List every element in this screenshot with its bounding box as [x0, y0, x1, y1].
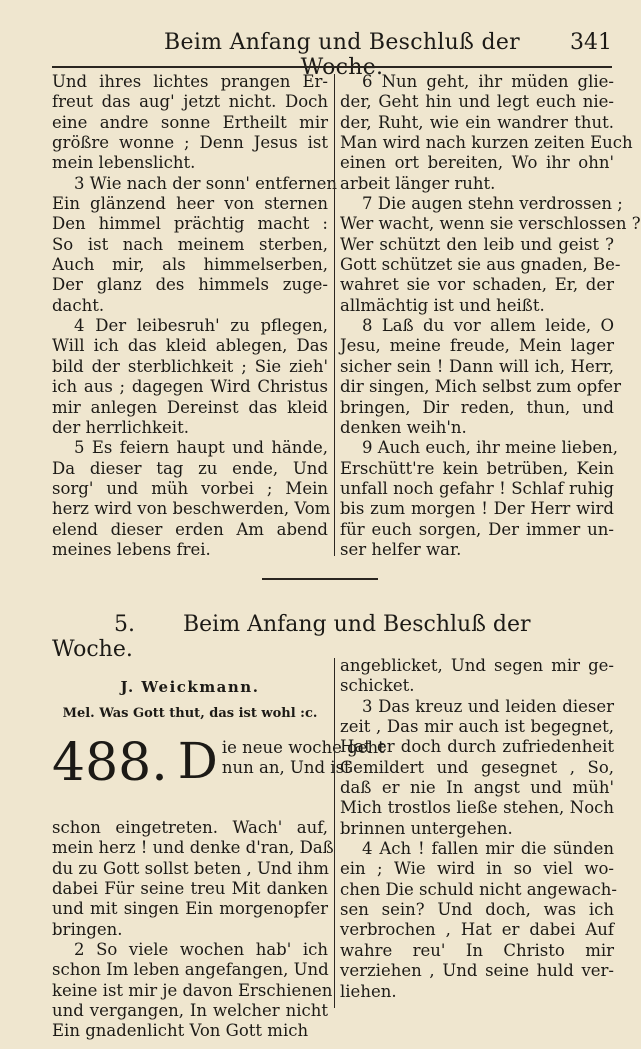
- text-line: 3 Das kreuz und leiden dieser: [362, 696, 614, 716]
- text-line: ie neue woche geht: [221, 738, 385, 757]
- text-line: 9 Auch euch, ihr meine lieben,: [362, 438, 619, 458]
- text-line: herz wird von beschwerden, Vom: [52, 499, 331, 519]
- text-line: zeit , Das mir auch ist begegnet,: [340, 717, 614, 737]
- text-line: Gemildert und gesegnet , So,: [340, 757, 614, 777]
- text-line: der, Ruht, wie ein wandrer thut.: [340, 112, 614, 132]
- text-line: freut das aug' jetzt nicht. Doch: [52, 92, 328, 112]
- text-line: keine ist mir je davon Erschienen: [52, 980, 333, 1000]
- text-line: ein ; Wie wird in so viel wo-: [340, 859, 614, 879]
- running-header: [52, 28, 612, 80]
- column-divider-bottom: [334, 658, 335, 1008]
- text-line: Gott schützet sie aus gnaden, Be-: [340, 255, 621, 275]
- text-line: 4 Ach ! fallen mir die sünden: [362, 839, 614, 859]
- text-line: daß er nie In angst und müh': [340, 778, 614, 798]
- text-line: der herrlichkeit.: [52, 417, 189, 437]
- header-rule: [52, 66, 612, 68]
- text-line: Will ich das kleid ablegen, Das: [52, 336, 328, 356]
- text-line: größre wonne ; Denn Jesus ist: [52, 133, 328, 153]
- text-line: chen Die schuld nicht angewach-: [340, 879, 617, 899]
- text-line: 5 Es feiern haupt und hände,: [74, 438, 328, 458]
- text-line: wahret sie vor schaden, Er, der: [340, 275, 614, 295]
- text-line: und mit singen Ein morgenopfer: [52, 899, 328, 919]
- section-separator-rule: [262, 578, 378, 580]
- text-line: Wer wacht, wenn sie verschlossen ?: [340, 214, 641, 234]
- text-line: 3 Wie nach der sonn' entfernen: [74, 173, 337, 193]
- text-line: 8 Laß du vor allem leide, O: [362, 316, 614, 336]
- text-line: sen sein? Und doch, was ich: [340, 900, 614, 920]
- text-line: dir singen, Mich selbst zum opfer: [340, 377, 621, 397]
- top-left-column: [52, 72, 337, 560]
- text-line: verziehen , Und seine huld ver-: [340, 961, 614, 981]
- section-heading: [52, 612, 612, 662]
- text-line: Erschütt're kein betrüben, Kein: [340, 458, 614, 478]
- text-line: wahre reu' In Christo mir: [340, 940, 614, 960]
- text-line: Ein gnadenlicht Von Gott mich: [52, 1021, 309, 1041]
- text-line: Wer schützt den leib und geist ?: [340, 234, 614, 254]
- running-title: Beim Anfang und Beschluß der Woche.: [164, 30, 520, 80]
- text-line: Der glanz des himmels zuge-: [52, 275, 328, 295]
- top-right-column: [340, 72, 641, 560]
- text-line: bringen, Dir reden, thun, und: [340, 397, 614, 417]
- text-line: und vergangen, In welcher nicht: [52, 1001, 328, 1021]
- text-line: 4 Der leibesruh' zu pflegen,: [74, 316, 328, 336]
- page-number: 341: [570, 30, 612, 55]
- text-line: sicher sein ! Dann will ich, Herr,: [340, 356, 614, 376]
- bottom-right-column: [340, 656, 617, 1002]
- text-line: Auch mir, als himmelserben,: [52, 255, 328, 275]
- section-number: 5.: [114, 612, 135, 637]
- text-line: So ist nach meinem sterben,: [52, 234, 328, 254]
- text-line: für euch sorgen, Der immer un-: [340, 519, 614, 539]
- text-line: eine andre sonne Ertheilt mir: [52, 112, 328, 132]
- text-line: 6 Nun geht, ihr müden glie-: [362, 72, 614, 91]
- text-line: einen ort bereiten, Wo ihr ohn': [340, 153, 614, 173]
- text-line: brinnen untergehen.: [340, 818, 513, 838]
- text-line: Mich trostlos ließe stehen, Noch: [340, 798, 614, 818]
- text-line: allmächtig ist und heißt.: [340, 295, 545, 315]
- text-line: dacht.: [52, 295, 105, 315]
- text-line: Hat er doch durch zufriedenheit: [340, 737, 614, 757]
- text-line: mein lebenslicht.: [52, 153, 196, 173]
- drop-cap: D: [177, 732, 218, 790]
- text-line: arbeit länger ruht.: [340, 173, 496, 193]
- text-line: bis zum morgen ! Der Herr wird: [340, 499, 614, 519]
- hymn-number: 488.: [52, 733, 168, 793]
- text-line: bild der sterblichkeit ; Sie zieh': [52, 356, 328, 376]
- text-line: angeblicket, Und segen mir ge-: [340, 656, 614, 675]
- text-line: dabei Für seine treu Mit danken: [52, 879, 328, 899]
- text-line: Und ihres lichtes prangen Er-: [52, 72, 328, 91]
- text-line: meines lebens frei.: [52, 539, 211, 559]
- text-line: schicket.: [340, 676, 415, 696]
- text-line: du zu Gott sollst beten , Und ihm: [52, 858, 329, 878]
- text-line: Da dieser tag zu ende, Und: [52, 458, 328, 478]
- text-line: mir anlegen Dereinst das kleid: [52, 397, 328, 417]
- text-line: mein herz ! und denke d'ran, Daß: [52, 838, 334, 858]
- text-line: sorg' und müh vorbei ; Mein: [52, 478, 328, 498]
- column-divider-top: [334, 74, 335, 556]
- text-line: liehen.: [340, 981, 397, 1001]
- hymn-author: J. Weickmann.: [120, 678, 260, 696]
- text-line: schon Im leben angefangen, Und: [52, 960, 329, 980]
- text-line: verbrochen , Hat er dabei Auf: [340, 920, 614, 940]
- hymn-opening: [52, 732, 385, 818]
- hymn-melody: Mel. Was Gott thut, das ist wohl :c.: [62, 706, 318, 721]
- section-title-text: Beim Anfang und Beschluß der Woche.: [52, 612, 531, 662]
- text-line: ser helfer war.: [340, 539, 462, 559]
- text-line: Den himmel prächtig macht :: [52, 214, 328, 234]
- text-line: der, Geht hin und legt euch nie-: [340, 92, 614, 112]
- text-line: bringen.: [52, 919, 123, 939]
- text-line: denken weih'n.: [340, 417, 467, 437]
- text-line: 2 So viele wochen hab' ich: [74, 940, 328, 960]
- text-line: 7 Die augen stehn verdrossen ;: [362, 194, 623, 214]
- text-line: Ein glänzend heer von sternen: [52, 194, 328, 214]
- text-line: ich aus ; dagegen Wird Christus: [52, 377, 328, 397]
- hymn-left-lines: [52, 818, 334, 1042]
- text-line: Man wird nach kurzen zeiten Euch: [340, 133, 633, 153]
- text-line: Jesu, meine freude, Mein lager: [340, 336, 614, 356]
- text-line: unfall noch gefahr ! Schlaf ruhig: [340, 478, 614, 498]
- text-line: nun an, Und ist: [221, 758, 351, 778]
- text-line: schon eingetreten. Wach' auf,: [52, 818, 328, 837]
- text-line: elend dieser erden Am abend: [52, 519, 328, 539]
